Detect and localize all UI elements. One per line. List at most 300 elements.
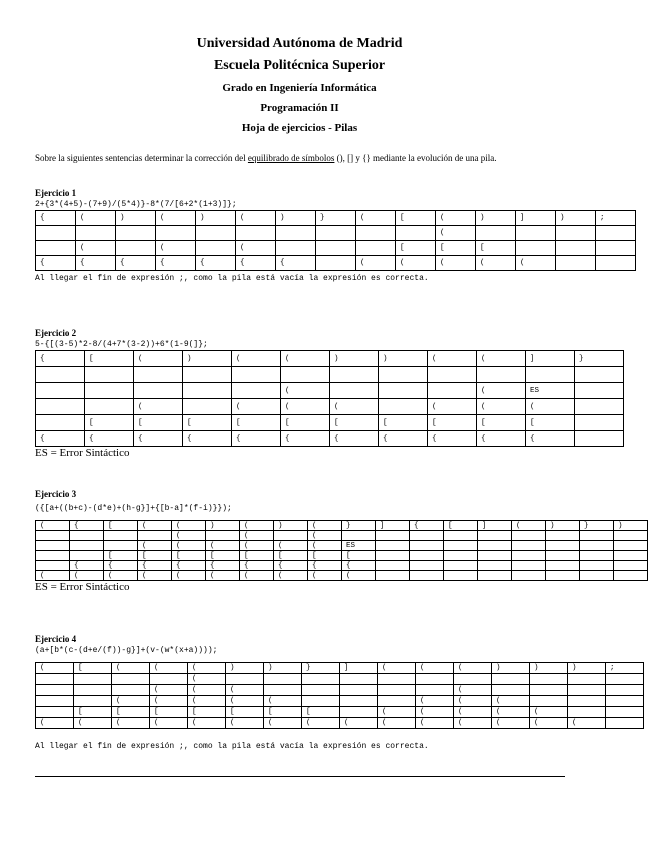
symbol-cell: ( [378, 663, 416, 674]
stack-cell: [ [134, 415, 183, 431]
symbol-cell: ( [112, 663, 150, 674]
stack-cell [116, 241, 156, 256]
stack-cell: ( [226, 685, 264, 696]
stack-row [36, 541, 648, 551]
stack-cell: ( [330, 399, 379, 415]
exercise-note: Al llegar el fin de expresión ;, como la pila está vacía la expresión es correcta. [35, 274, 429, 283]
symbol-cell: ( [232, 351, 281, 367]
symbol-cell: ) [274, 521, 308, 531]
stack-cell [396, 226, 436, 241]
stack-cell: ( [226, 718, 264, 729]
stack-cell [206, 531, 240, 541]
stack-cell: [ [104, 551, 138, 561]
stack-row [36, 256, 636, 271]
stack-cell [580, 541, 614, 551]
stack-cell: ( [240, 541, 274, 551]
stack-cell [36, 531, 70, 541]
stack-cell [36, 696, 74, 707]
stack-cell [264, 685, 302, 696]
stack-cell [330, 367, 379, 383]
stack-cell: ( [436, 226, 476, 241]
stack-cell: ( [436, 256, 476, 271]
stack-cell [575, 399, 624, 415]
symbol-cell: [ [74, 663, 112, 674]
stack-cell: ( [492, 707, 530, 718]
stack-cell: { [172, 561, 206, 571]
stack-cell [376, 561, 410, 571]
stack-cell [596, 256, 636, 271]
stack-cell: { [156, 256, 196, 271]
stack-cell [416, 685, 454, 696]
stack-cell: [ [232, 415, 281, 431]
stack-cell [580, 561, 614, 571]
stack-cell [478, 571, 512, 581]
stack-cell: ES [342, 541, 376, 551]
stack-cell [530, 685, 568, 696]
exercise-expression: 2+{3*(4+5)-(7+9)/(5*4)}-8*(7/[6+2*(1+3)]}; [35, 200, 237, 209]
stack-cell: ( [356, 256, 396, 271]
stack-cell [134, 383, 183, 399]
stack-cell [138, 531, 172, 541]
stack-cell [516, 241, 556, 256]
stack-cell [568, 674, 606, 685]
stack-cell [36, 399, 85, 415]
stack-cell: ( [188, 674, 226, 685]
symbol-cell: ( [138, 521, 172, 531]
stack-table [35, 662, 644, 729]
stack-cell [236, 226, 276, 241]
stack-cell: ( [36, 571, 70, 581]
stack-cell [530, 696, 568, 707]
stack-cell: ( [274, 571, 308, 581]
exercise-2 [35, 328, 584, 460]
exercise-expression: ({[a+((b+c)-(d*e)+(h-g}]+{[b-a]*(f-i)}}); [35, 504, 232, 513]
stack-cell [444, 541, 478, 551]
symbol-cell: } [316, 211, 356, 226]
symbol-cell: ) [379, 351, 428, 367]
symbol-cell: [ [444, 521, 478, 531]
stack-cell [356, 226, 396, 241]
stack-cell [526, 367, 575, 383]
symbol-cell: ) [614, 521, 648, 531]
symbol-cell: ) [183, 351, 232, 367]
stack-cell: ( [454, 685, 492, 696]
symbol-cell: ) [492, 663, 530, 674]
exercise-1 [35, 188, 605, 284]
bottom-divider [35, 776, 565, 777]
symbol-cell: ( [36, 521, 70, 531]
stack-cell: { [236, 256, 276, 271]
stack-row [36, 431, 624, 447]
stack-cell [606, 707, 644, 718]
stack-cell: ( [112, 718, 150, 729]
stack-cell [76, 226, 116, 241]
stack-row [36, 383, 624, 399]
stack-cell [196, 241, 236, 256]
stack-cell: { [428, 431, 477, 447]
stack-cell [516, 226, 556, 241]
stack-cell: ( [568, 718, 606, 729]
stack-cell [70, 531, 104, 541]
stack-cell: [ [226, 707, 264, 718]
exercise-title: Ejercicio 2 [35, 328, 77, 338]
stack-cell: ( [454, 707, 492, 718]
stack-cell [196, 226, 236, 241]
stack-cell [281, 367, 330, 383]
stack-cell [575, 367, 624, 383]
stack-cell [378, 674, 416, 685]
stack-cell [444, 551, 478, 561]
stack-row [36, 226, 636, 241]
stack-cell [302, 685, 340, 696]
stack-cell: { [183, 431, 232, 447]
stack-cell [379, 367, 428, 383]
stack-cell: { [138, 561, 172, 571]
stack-cell: { [76, 256, 116, 271]
stack-cell [568, 696, 606, 707]
stack-cell: [ [206, 551, 240, 561]
stack-cell: ES [526, 383, 575, 399]
stack-cell: ( [302, 718, 340, 729]
stack-cell [340, 707, 378, 718]
stack-cell [428, 383, 477, 399]
symbol-cell: ) [568, 663, 606, 674]
stack-cell: { [330, 431, 379, 447]
stack-cell: ( [150, 696, 188, 707]
exercise-note: ES = Error Sintáctico [35, 447, 130, 459]
stack-cell [85, 399, 134, 415]
stack-cell [512, 571, 546, 581]
symbol-cell: ( [236, 211, 276, 226]
exercise-title: Ejercicio 4 [35, 634, 77, 644]
stack-cell [112, 685, 150, 696]
stack-row [36, 551, 648, 561]
stack-cell [477, 367, 526, 383]
stack-cell [428, 367, 477, 383]
stack-cell [36, 415, 85, 431]
stack-cell [580, 551, 614, 561]
degree-title: Grado en Ingeniería Informática [222, 82, 377, 94]
stack-cell [478, 531, 512, 541]
exercise-note: Al llegar el fin de expresión ;, como la pila está vacía la expresión es correcta. [35, 742, 429, 751]
stack-cell: ( [74, 718, 112, 729]
stack-cell: ( [240, 531, 274, 541]
stack-cell [556, 256, 596, 271]
stack-cell [70, 541, 104, 551]
symbol-cell: ; [596, 211, 636, 226]
stack-cell: ( [378, 707, 416, 718]
symbol-cell: ) [330, 351, 379, 367]
stack-cell [36, 226, 76, 241]
stack-cell [74, 696, 112, 707]
symbol-cell: ) [546, 521, 580, 531]
symbol-cell: ) [476, 211, 516, 226]
stack-cell: [ [330, 415, 379, 431]
stack-cell [183, 367, 232, 383]
stack-cell [36, 541, 70, 551]
symbol-cell: ) [276, 211, 316, 226]
symbol-cell: { [70, 521, 104, 531]
stack-cell: { [116, 256, 156, 271]
symbol-cell: { [410, 521, 444, 531]
stack-cell: ( [264, 696, 302, 707]
stack-cell: ( [150, 718, 188, 729]
stack-cell: [ [74, 707, 112, 718]
stack-cell [316, 226, 356, 241]
stack-row [36, 241, 636, 256]
stack-cell [156, 226, 196, 241]
stack-cell [150, 674, 188, 685]
stack-cell [376, 541, 410, 551]
stack-cell [410, 541, 444, 551]
stack-table [35, 350, 624, 447]
stack-cell: ( [206, 541, 240, 551]
exercise-expression: 5-{[(3-5)*2-8/(4+7*(3-2))+6*(1-9(]}; [35, 340, 208, 349]
stack-row [36, 415, 624, 431]
symbol-cell: } [342, 521, 376, 531]
symbol-cell: ) [556, 211, 596, 226]
symbol-cell: { [36, 351, 85, 367]
stack-cell: ( [172, 541, 206, 551]
symbol-cell: ; [606, 663, 644, 674]
stack-cell [444, 531, 478, 541]
stack-cell [376, 551, 410, 561]
stack-cell [379, 399, 428, 415]
stack-cell [478, 551, 512, 561]
stack-cell [596, 226, 636, 241]
stack-cell: ( [476, 256, 516, 271]
stack-cell [340, 696, 378, 707]
symbol-cell: ( [76, 211, 116, 226]
intro-post: (), [] y {} mediante la evolución de una pila. [334, 153, 497, 163]
stack-cell: { [36, 431, 85, 447]
stack-cell [342, 531, 376, 541]
symbol-cell: ( [308, 521, 342, 531]
stack-cell: { [379, 431, 428, 447]
stack-cell [74, 674, 112, 685]
symbol-cell: ( [134, 351, 183, 367]
stack-cell: ( [416, 707, 454, 718]
symbol-cell: ] [516, 211, 556, 226]
stack-cell [410, 531, 444, 541]
stack-cell: ( [492, 696, 530, 707]
symbol-cell: ( [36, 663, 74, 674]
stack-cell: ( [70, 571, 104, 581]
stack-cell: ( [138, 571, 172, 581]
stack-cell: [ [85, 415, 134, 431]
stack-cell: { [276, 256, 316, 271]
stack-cell [232, 367, 281, 383]
stack-cell [36, 674, 74, 685]
stack-cell: ( [340, 718, 378, 729]
stack-cell [36, 241, 76, 256]
stack-cell [476, 226, 516, 241]
stack-cell [112, 674, 150, 685]
stack-cell [444, 561, 478, 571]
symbol-cell: [ [85, 351, 134, 367]
symbol-row [36, 351, 624, 367]
stack-cell: [ [264, 707, 302, 718]
stack-cell: { [134, 431, 183, 447]
stack-cell [416, 674, 454, 685]
stack-cell: ( [134, 399, 183, 415]
stack-cell [568, 707, 606, 718]
stack-cell: ( [378, 718, 416, 729]
stack-cell [340, 674, 378, 685]
stack-cell [512, 541, 546, 551]
stack-cell: ( [342, 571, 376, 581]
stack-cell [302, 696, 340, 707]
stack-cell [478, 561, 512, 571]
stack-cell: ( [526, 399, 575, 415]
stack-cell: { [196, 256, 236, 271]
stack-cell: [ [379, 415, 428, 431]
exercise-expression: (a+[b*(c-(d+e/(f))-g}]+(v-(w*(x+a)))); [35, 646, 218, 655]
intro-text [35, 153, 497, 163]
stack-cell [546, 551, 580, 561]
stack-cell: [ [396, 241, 436, 256]
stack-cell: ( [226, 696, 264, 707]
stack-cell [556, 226, 596, 241]
stack-cell [74, 685, 112, 696]
stack-cell [546, 571, 580, 581]
stack-cell: { [206, 561, 240, 571]
symbol-row [36, 211, 636, 226]
stack-cell [274, 531, 308, 541]
stack-cell [183, 399, 232, 415]
stack-cell: { [477, 431, 526, 447]
stack-cell [36, 561, 70, 571]
stack-cell: ( [112, 696, 150, 707]
stack-cell [606, 718, 644, 729]
symbol-cell: } [302, 663, 340, 674]
stack-table-container [35, 350, 584, 447]
symbol-cell: ( [512, 521, 546, 531]
stack-cell [36, 685, 74, 696]
symbol-cell: } [575, 351, 624, 367]
stack-cell: [ [428, 415, 477, 431]
stack-cell [276, 226, 316, 241]
stack-cell: [ [274, 551, 308, 561]
stack-cell: [ [138, 551, 172, 561]
stack-cell: [ [526, 415, 575, 431]
stack-cell [546, 561, 580, 571]
stack-cell [70, 551, 104, 561]
stack-cell [492, 685, 530, 696]
symbol-cell: ( [172, 521, 206, 531]
stack-cell: { [342, 561, 376, 571]
stack-row [36, 707, 644, 718]
stack-cell: ( [232, 399, 281, 415]
stack-row [36, 367, 624, 383]
symbol-cell: } [580, 521, 614, 531]
stack-cell [410, 551, 444, 561]
symbol-cell: ( [428, 351, 477, 367]
stack-cell [36, 367, 85, 383]
stack-cell [530, 674, 568, 685]
symbol-cell: ( [416, 663, 454, 674]
stack-cell: ( [172, 531, 206, 541]
stack-cell [568, 685, 606, 696]
stack-cell [134, 367, 183, 383]
stack-cell [302, 674, 340, 685]
stack-row [36, 718, 644, 729]
stack-cell: [ [436, 241, 476, 256]
stack-cell: { [70, 561, 104, 571]
symbol-cell: [ [104, 521, 138, 531]
symbol-cell: ) [264, 663, 302, 674]
stack-row [36, 674, 644, 685]
symbol-cell: ) [530, 663, 568, 674]
stack-cell: { [274, 561, 308, 571]
stack-cell [454, 674, 492, 685]
stack-cell [575, 431, 624, 447]
symbol-cell: ) [116, 211, 156, 226]
stack-cell [580, 531, 614, 541]
stack-cell [340, 685, 378, 696]
stack-cell [36, 707, 74, 718]
symbol-cell: ( [436, 211, 476, 226]
stack-cell: ( [530, 718, 568, 729]
stack-cell [546, 531, 580, 541]
stack-row [36, 696, 644, 707]
stack-cell: ( [240, 571, 274, 581]
stack-cell: ( [477, 399, 526, 415]
stack-cell [606, 696, 644, 707]
stack-cell: ( [281, 383, 330, 399]
stack-cell: [ [476, 241, 516, 256]
stack-cell [606, 685, 644, 696]
stack-cell: [ [183, 415, 232, 431]
stack-cell [512, 551, 546, 561]
stack-cell [378, 696, 416, 707]
symbol-cell: ( [240, 521, 274, 531]
stack-cell [556, 241, 596, 256]
stack-cell: ( [104, 571, 138, 581]
stack-cell [85, 383, 134, 399]
stack-cell [614, 561, 648, 571]
stack-cell: [ [240, 551, 274, 561]
stack-cell [116, 226, 156, 241]
stack-cell [444, 571, 478, 581]
stack-cell [183, 383, 232, 399]
stack-cell: ( [138, 541, 172, 551]
stack-cell: [ [172, 551, 206, 561]
stack-cell: ( [76, 241, 116, 256]
stack-row [36, 399, 624, 415]
stack-cell: ( [530, 707, 568, 718]
symbol-cell: ( [188, 663, 226, 674]
stack-table-container [35, 662, 615, 729]
stack-cell: ( [274, 541, 308, 551]
stack-cell: ( [454, 696, 492, 707]
stack-cell: { [526, 431, 575, 447]
stack-cell [36, 551, 70, 561]
stack-cell: [ [302, 707, 340, 718]
stack-table [35, 210, 636, 271]
stack-cell [478, 541, 512, 551]
stack-cell: ( [416, 696, 454, 707]
symbol-cell: ) [206, 521, 240, 531]
symbol-cell: ] [340, 663, 378, 674]
stack-cell: { [85, 431, 134, 447]
symbol-cell: ] [376, 521, 410, 531]
stack-table [35, 520, 648, 581]
stack-cell: { [308, 561, 342, 571]
stack-cell [232, 383, 281, 399]
stack-cell: ( [150, 685, 188, 696]
intro-underlined: equilibrado de símbolos [247, 153, 335, 163]
